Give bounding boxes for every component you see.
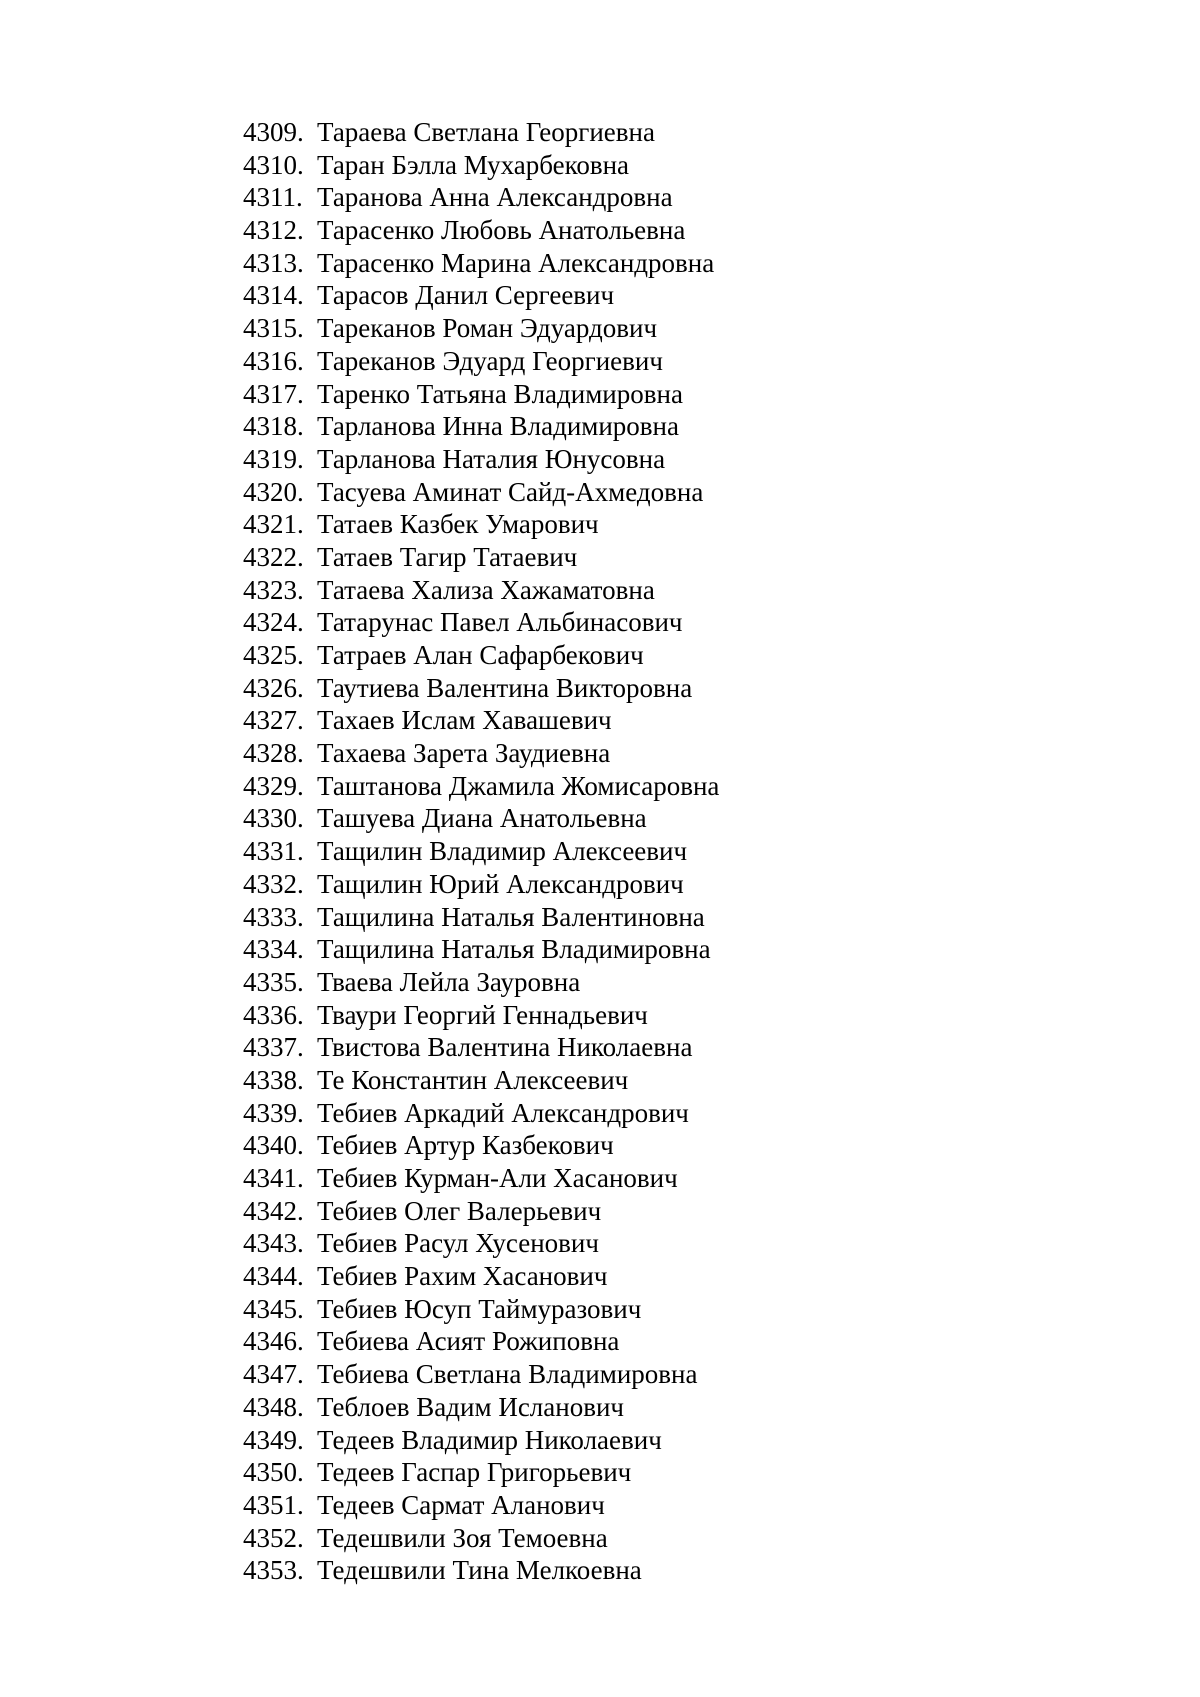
entry-name: Тарасенко Любовь Анатольевна xyxy=(317,215,686,246)
entry-number: 4321. xyxy=(243,509,304,540)
entry-number: 4350. xyxy=(243,1457,304,1488)
list-item xyxy=(243,1227,719,1260)
entry-name: Тваури Георгий Геннадьевич xyxy=(317,999,648,1030)
entry-name: Тараева Светлана Георгиевна xyxy=(317,117,655,147)
entry-number: 4348. xyxy=(243,1391,304,1422)
list-item xyxy=(243,868,719,901)
entry-number: 4343. xyxy=(243,1228,304,1259)
entry-name: Таутиева Валентина Викторовна xyxy=(317,672,693,703)
entry-name: Тебиев Олег Валерьевич xyxy=(317,1195,602,1226)
entry-number: 4314. xyxy=(243,280,304,311)
entry-name: Тедеев Владимир Николаевич xyxy=(317,1424,662,1455)
list-item xyxy=(243,966,719,999)
list-item xyxy=(243,541,719,574)
entry-number: 4322. xyxy=(243,541,304,572)
entry-number: 4315. xyxy=(243,313,304,344)
list-item xyxy=(243,1162,719,1195)
list-item xyxy=(243,279,719,312)
entry-number: 4341. xyxy=(243,1163,304,1193)
list-item xyxy=(243,1325,719,1358)
entry-name: Тебиев Юсуп Таймуразович xyxy=(317,1293,642,1324)
list-item xyxy=(243,181,719,214)
entry-number: 4327. xyxy=(243,705,304,736)
entry-number: 4325. xyxy=(243,640,304,670)
entry-name: Тарланова Наталия Юнусовна xyxy=(317,443,666,474)
entry-number: 4336. xyxy=(243,999,304,1030)
entry-name: Твистова Валентина Николаевна xyxy=(317,1032,693,1063)
entry-name: Тарасенко Марина Александровна xyxy=(317,247,715,278)
entry-name: Тащилина Наталья Владимировна xyxy=(317,934,711,965)
entry-number: 4323. xyxy=(243,574,304,605)
entry-name: Ташуева Диана Анатольевна xyxy=(317,803,647,834)
list-item xyxy=(243,508,719,541)
entry-number: 4309. xyxy=(243,117,304,147)
entry-name: Татарунас Павел Альбинасович xyxy=(317,607,683,638)
entry-number: 4332. xyxy=(243,868,304,899)
entry-name: Тасуева Аминат Сайд-Ахмедовна xyxy=(317,476,704,507)
entry-name: Тебиев Расул Хусенович xyxy=(317,1228,599,1259)
entry-number: 4352. xyxy=(243,1522,304,1553)
list-item xyxy=(243,672,719,705)
entry-number: 4337. xyxy=(243,1032,304,1063)
entry-number: 4320. xyxy=(243,476,304,507)
entry-number: 4334. xyxy=(243,934,304,965)
list-item xyxy=(243,1129,719,1162)
entry-name: Тебиев Аркадий Александрович xyxy=(317,1097,689,1128)
entry-name: Те Константин Алексеевич xyxy=(317,1064,629,1095)
entry-number: 4351. xyxy=(243,1489,304,1520)
list-item xyxy=(243,574,719,607)
list-item xyxy=(243,1031,719,1064)
entry-number: 4324. xyxy=(243,607,304,638)
entry-name: Тебиев Артур Казбекович xyxy=(317,1130,614,1161)
list-item xyxy=(243,116,719,149)
entry-number: 4317. xyxy=(243,378,304,409)
entry-number: 4319. xyxy=(243,443,304,474)
list-item xyxy=(243,1456,719,1489)
entry-number: 4313. xyxy=(243,247,304,278)
entry-number: 4345. xyxy=(243,1293,304,1324)
list-item xyxy=(243,1522,719,1555)
entry-name: Татаева Хализа Хажаматовна xyxy=(317,574,655,605)
list-item xyxy=(243,1391,719,1424)
list-item xyxy=(243,770,719,803)
entry-number: 4333. xyxy=(243,901,304,932)
list-item xyxy=(243,1424,719,1457)
entry-name: Теблоев Вадим Исланович xyxy=(317,1391,624,1422)
entry-name: Тваева Лейла Зауровна xyxy=(317,966,581,997)
entry-name: Тебиева Асият Рожиповна xyxy=(317,1326,620,1357)
entry-name: Таренко Татьяна Владимировна xyxy=(317,378,683,409)
entry-number: 4331. xyxy=(243,836,304,867)
entry-number: 4335. xyxy=(243,966,304,997)
list-item xyxy=(243,1260,719,1293)
entry-name: Татаев Казбек Умарович xyxy=(317,509,599,540)
entry-number: 4311. xyxy=(243,182,303,213)
entry-name: Тедеев Гаспар Григорьевич xyxy=(317,1457,632,1488)
list-item xyxy=(243,214,719,247)
list-item xyxy=(243,1358,719,1391)
list-item xyxy=(243,1489,719,1522)
list-item xyxy=(243,1554,719,1587)
entry-number: 4312. xyxy=(243,215,304,246)
name-list xyxy=(243,116,719,1587)
entry-name: Татаев Тагир Татаевич xyxy=(317,541,578,572)
list-item xyxy=(243,704,719,737)
list-item xyxy=(243,1064,719,1097)
list-item xyxy=(243,606,719,639)
entry-name: Тахаев Ислам Хавашевич xyxy=(317,705,612,736)
list-item xyxy=(243,737,719,770)
entry-number: 4346. xyxy=(243,1326,304,1357)
entry-name: Тахаева Зарета Заудиевна xyxy=(317,738,611,769)
list-item xyxy=(243,1097,719,1130)
list-item xyxy=(243,476,719,509)
list-item xyxy=(243,443,719,476)
entry-number: 4339. xyxy=(243,1097,304,1128)
entry-name: Тарасов Данил Сергеевич xyxy=(317,280,615,311)
entry-number: 4330. xyxy=(243,803,304,834)
entry-number: 4349. xyxy=(243,1424,304,1455)
entry-name: Татраев Алан Сафарбекович xyxy=(317,640,644,670)
list-item xyxy=(243,247,719,280)
list-item xyxy=(243,378,719,411)
list-item xyxy=(243,410,719,443)
entry-number: 4328. xyxy=(243,738,304,769)
list-item xyxy=(243,639,719,672)
entry-name: Тебиев Рахим Хасанович xyxy=(317,1261,608,1292)
entry-number: 4353. xyxy=(243,1555,304,1586)
list-item xyxy=(243,312,719,345)
entry-number: 4338. xyxy=(243,1064,304,1095)
entry-name: Тащилин Юрий Александрович xyxy=(317,868,684,899)
entry-number: 4318. xyxy=(243,411,304,442)
entry-number: 4347. xyxy=(243,1359,304,1390)
entry-name: Тареканов Роман Эдуардович xyxy=(317,313,658,344)
entry-number: 4342. xyxy=(243,1195,304,1226)
entry-name: Тарланова Инна Владимировна xyxy=(317,411,679,442)
list-item xyxy=(243,345,719,378)
list-item xyxy=(243,1195,719,1228)
entry-name: Тедешвили Зоя Темоевна xyxy=(317,1522,608,1553)
list-item xyxy=(243,802,719,835)
entry-number: 4326. xyxy=(243,672,304,703)
entry-name: Тебиева Светлана Владимировна xyxy=(317,1359,698,1390)
entry-name: Таран Бэлла Мухарбековна xyxy=(317,149,630,180)
list-item xyxy=(243,1293,719,1326)
entry-name: Таранова Анна Александровна xyxy=(317,182,673,213)
entry-number: 4316. xyxy=(243,345,304,376)
entry-number: 4344. xyxy=(243,1261,304,1292)
entry-name: Тебиев Курман-Али Хасанович xyxy=(317,1163,678,1193)
entry-number: 4340. xyxy=(243,1130,304,1161)
entry-number: 4310. xyxy=(243,149,304,180)
entry-name: Тедеев Сармат Аланович xyxy=(317,1489,605,1520)
list-item xyxy=(243,999,719,1032)
list-item xyxy=(243,933,719,966)
entry-name: Таштанова Джамила Жомисаровна xyxy=(317,770,720,801)
list-item xyxy=(243,901,719,934)
list-item xyxy=(243,149,719,182)
list-item xyxy=(243,835,719,868)
entry-name: Тащилина Наталья Валентиновна xyxy=(317,901,705,932)
entry-name: Тареканов Эдуард Георгиевич xyxy=(317,345,663,376)
entry-name: Тедешвили Тина Мелкоевна xyxy=(317,1555,642,1586)
entry-name: Тащилин Владимир Алексеевич xyxy=(317,836,688,867)
entry-number: 4329. xyxy=(243,770,304,801)
